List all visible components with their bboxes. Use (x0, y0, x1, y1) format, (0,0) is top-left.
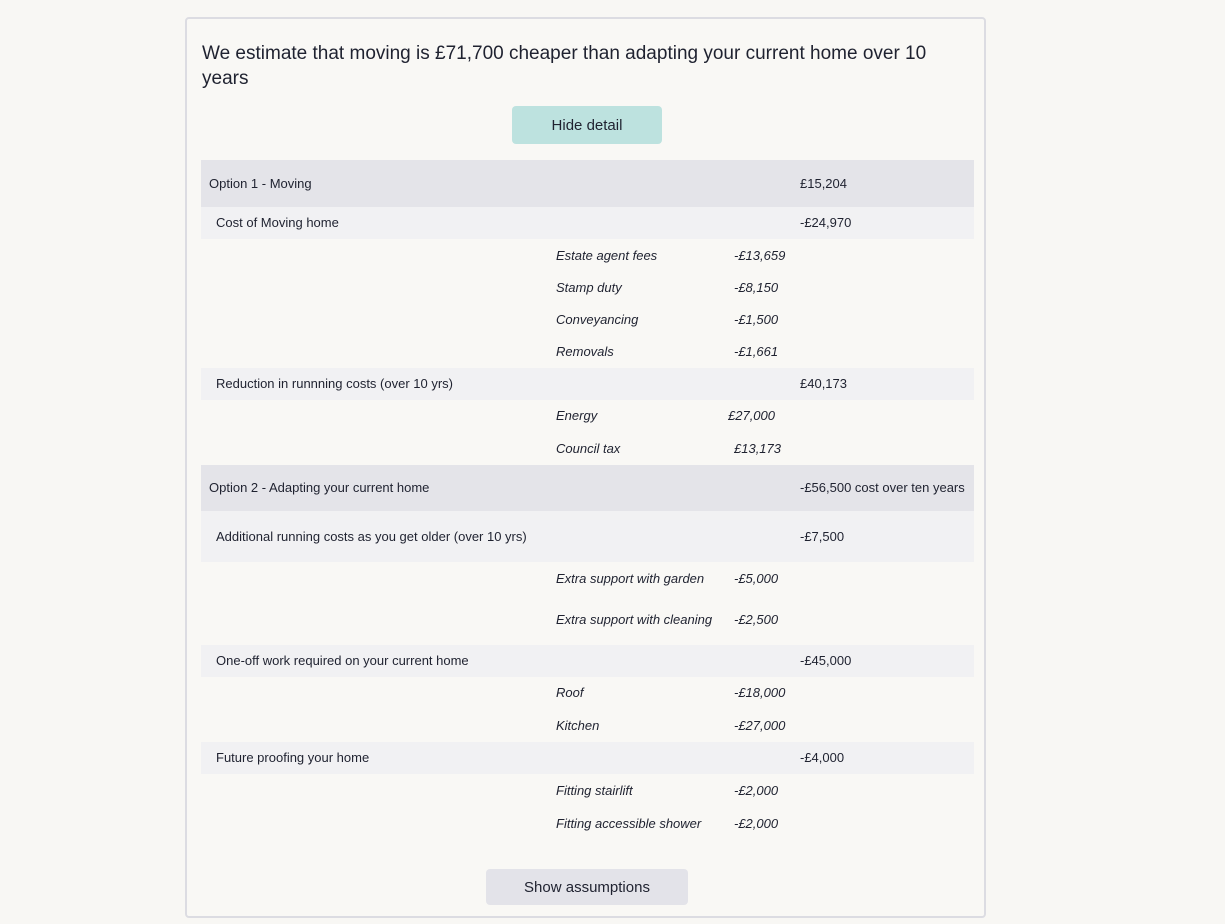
detail-row (201, 562, 974, 595)
option-total: £15,204 (800, 175, 847, 191)
subtotal-value: -£24,970 (800, 215, 852, 230)
detail-row (201, 304, 974, 336)
subtotal-value: -£4,000 (800, 750, 845, 765)
option-row-moving (201, 160, 974, 207)
detail-row (201, 239, 974, 272)
detail-label: Council tax (556, 440, 621, 456)
detail-label: Estate agent fees (556, 247, 658, 263)
detail-amount: -£2,000 (734, 815, 779, 831)
detail-row (201, 272, 974, 304)
detail-row (201, 336, 974, 368)
detail-amount: £13,173 (734, 440, 781, 456)
detail-label: Roof (556, 685, 584, 700)
subtotal-row-running-reduction (201, 368, 974, 400)
detail-amount: -£18,000 (734, 685, 786, 700)
detail-label: Fitting accessible shower (556, 815, 702, 831)
detail-label: Extra support with cleaning (556, 612, 713, 627)
detail-row (201, 807, 974, 840)
subtotal-label: Future proofing your home (216, 750, 370, 765)
subtotal-label: Cost of Moving home (216, 215, 339, 230)
detail-row (201, 400, 974, 432)
estimate-headline: We estimate that moving is £71,700 cheaper than adapting your current home over 10 years (202, 43, 927, 89)
detail-amount: -£27,000 (734, 717, 786, 733)
detail-amount: -£5,000 (734, 570, 779, 586)
subtotal-label: Additional running costs as you get older (over 10 yrs) (216, 528, 527, 544)
detail-amount: -£8,150 (734, 280, 779, 295)
cost-breakdown-table (201, 160, 974, 840)
detail-amount: -£2,000 (734, 782, 779, 798)
option-total: -£56,500 cost over ten years (800, 480, 965, 495)
subtotal-value: -£7,500 (800, 528, 845, 544)
detail-label: Fitting stairlift (556, 782, 633, 798)
detail-label: Stamp duty (556, 280, 622, 295)
detail-amount: -£13,659 (734, 247, 786, 263)
show-assumptions-button[interactable]: Show assumptions (486, 869, 688, 905)
detail-row (201, 774, 974, 807)
detail-row (201, 595, 974, 645)
detail-label: Extra support with garden (556, 570, 705, 586)
subtotal-value: -£45,000 (800, 653, 852, 668)
subtotal-label: One-off work required on your current home (216, 653, 469, 668)
detail-label: Energy (556, 408, 598, 423)
detail-row (201, 677, 974, 709)
detail-amount: -£1,661 (734, 344, 779, 359)
option-label: Option 2 - Adapting your current home (209, 480, 430, 495)
option-label: Option 1 - Moving (209, 175, 312, 191)
hide-detail-button[interactable]: Hide detail (512, 106, 662, 144)
subtotal-value: £40,173 (800, 376, 847, 391)
subtotal-row-additional-running (201, 511, 974, 562)
detail-amount: £27,000 (728, 408, 775, 423)
results-card (185, 17, 986, 918)
subtotal-row-moving-cost (201, 207, 974, 239)
detail-label: Conveyancing (556, 312, 639, 327)
subtotal-label: Reduction in runnning costs (over 10 yrs) (216, 376, 454, 391)
detail-label: Kitchen (556, 717, 600, 733)
detail-row (201, 709, 974, 742)
subtotal-row-future-proofing (201, 742, 974, 774)
detail-amount: -£2,500 (734, 612, 779, 627)
detail-row (201, 432, 974, 465)
option-row-adapting (201, 465, 974, 511)
detail-label: Removals (556, 344, 614, 359)
subtotal-row-oneoff-work (201, 645, 974, 677)
detail-amount: -£1,500 (734, 312, 779, 327)
